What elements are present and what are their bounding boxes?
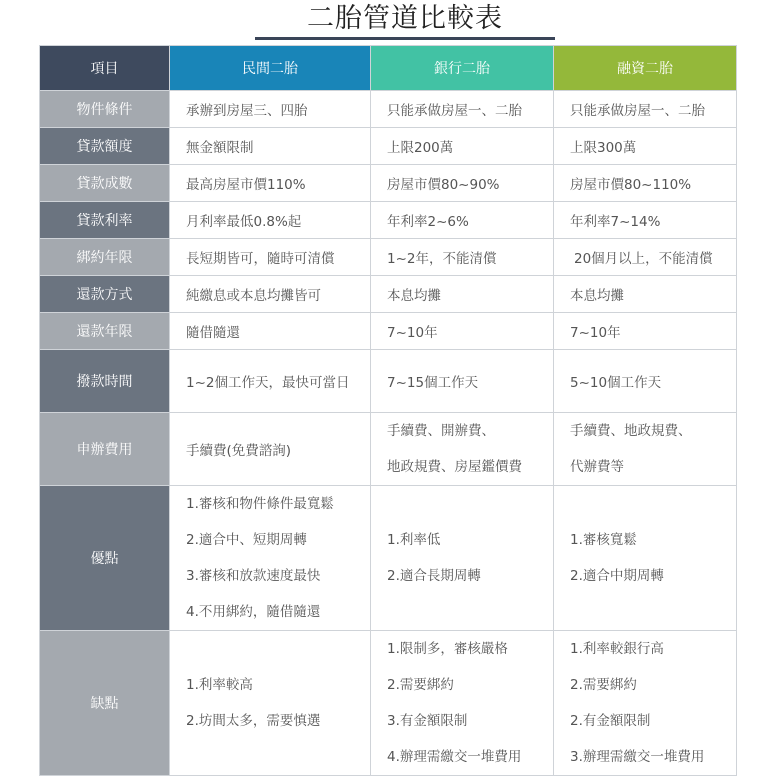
cell-line: 代辦費等 bbox=[570, 459, 624, 475]
table-cell bbox=[371, 631, 554, 776]
cell-line: 2.適合長期周轉 bbox=[387, 568, 481, 584]
cell-line: 手續費、開辦費、 bbox=[387, 423, 495, 439]
row-label: 綁約年限 bbox=[40, 239, 170, 276]
row-label: 貸款成數 bbox=[40, 165, 170, 202]
row-label: 還款方式 bbox=[40, 276, 170, 313]
cell-line: 2.適合中期周轉 bbox=[570, 568, 664, 584]
table-cell bbox=[170, 631, 371, 776]
table-cell: 年利率7~14% bbox=[554, 202, 737, 239]
cell-line: 手續費、地政規費、 bbox=[570, 423, 692, 439]
row-label: 貸款利率 bbox=[40, 202, 170, 239]
cell-line: 1.審核寬鬆 bbox=[570, 532, 637, 548]
cell-line: 1.審核和物件條件最寬鬆 bbox=[186, 496, 334, 512]
table-row bbox=[40, 239, 737, 276]
table-cell: 本息均攤 bbox=[371, 276, 554, 313]
cell-line: 2.需要綁約 bbox=[387, 677, 454, 693]
table-cell: 年利率2~6% bbox=[371, 202, 554, 239]
title-area bbox=[0, 0, 775, 44]
cell-line: 1.限制多，審核嚴格 bbox=[387, 641, 508, 657]
header-private: 民間二胎 bbox=[170, 46, 371, 91]
table-cell: 20個月以上，不能清償 bbox=[554, 239, 737, 276]
table-cell: 房屋市價80~90% bbox=[371, 165, 554, 202]
table-row bbox=[40, 165, 737, 202]
row-label: 申辦費用 bbox=[40, 413, 170, 486]
cell-line: 3.審核和放款速度最快 bbox=[186, 568, 321, 584]
cell-line: 2.坊間太多，需要慎選 bbox=[186, 713, 321, 729]
table-cell: 1~2年，不能清償 bbox=[371, 239, 554, 276]
table-row bbox=[40, 276, 737, 313]
table-cell bbox=[170, 486, 371, 631]
row-label: 優點 bbox=[40, 486, 170, 631]
table-cell: 隨借隨還 bbox=[170, 313, 371, 350]
header-row bbox=[40, 46, 737, 91]
table-row bbox=[40, 313, 737, 350]
table-cell: 長短期皆可，隨時可清償 bbox=[170, 239, 371, 276]
table-cell: 月利率最低0.8%起 bbox=[170, 202, 371, 239]
table-cell: 上限200萬 bbox=[371, 128, 554, 165]
cell-line: 4.不用綁約，隨借隨還 bbox=[186, 604, 321, 620]
table-cell: 最高房屋市價110% bbox=[170, 165, 371, 202]
table-cell: 只能承做房屋一、二胎 bbox=[371, 91, 554, 128]
table-cell bbox=[554, 486, 737, 631]
table-cell: 5~10個工作天 bbox=[554, 350, 737, 413]
table-cell bbox=[554, 413, 737, 486]
table-row bbox=[40, 486, 737, 631]
title-underline bbox=[255, 37, 555, 40]
cell-line: 1.利率低 bbox=[387, 532, 441, 548]
table-cell: 7~10年 bbox=[554, 313, 737, 350]
table-cell: 7~15個工作天 bbox=[371, 350, 554, 413]
row-label: 還款年限 bbox=[40, 313, 170, 350]
header-finance: 融資二胎 bbox=[554, 46, 737, 91]
table-row bbox=[40, 202, 737, 239]
table-cell bbox=[371, 413, 554, 486]
table-cell: 無金額限制 bbox=[170, 128, 371, 165]
table-cell: 純繳息或本息均攤皆可 bbox=[170, 276, 371, 313]
cell-line: 1.利率較銀行高 bbox=[570, 641, 664, 657]
table-row bbox=[40, 350, 737, 413]
table-body bbox=[40, 91, 737, 776]
cell-line: 3.有金額限制 bbox=[387, 713, 468, 729]
table-row bbox=[40, 128, 737, 165]
cell-line: 2.有金額限制 bbox=[570, 713, 651, 729]
table-cell: 承辦到房屋三、四胎 bbox=[170, 91, 371, 128]
comparison-table bbox=[39, 45, 737, 776]
cell-line: 1.利率較高 bbox=[186, 677, 253, 693]
table-row bbox=[40, 413, 737, 486]
table-cell: 房屋市價80~110% bbox=[554, 165, 737, 202]
table-row bbox=[40, 91, 737, 128]
table-cell bbox=[554, 631, 737, 776]
row-label: 物件條件 bbox=[40, 91, 170, 128]
cell-line: 2.適合中、短期周轉 bbox=[186, 532, 307, 548]
cell-line: 地政規費、房屋鑑價費 bbox=[387, 459, 522, 475]
table-cell bbox=[371, 486, 554, 631]
table-cell: 只能承做房屋一、二胎 bbox=[554, 91, 737, 128]
header-item: 項目 bbox=[40, 46, 170, 91]
row-label: 撥款時間 bbox=[40, 350, 170, 413]
table-cell: 手續費(免費諮詢) bbox=[170, 413, 371, 486]
cell-line: 3.辦理需繳交一堆費用 bbox=[570, 749, 705, 765]
table-cell: 上限300萬 bbox=[554, 128, 737, 165]
table-cell: 1~2個工作天，最快可當日 bbox=[170, 350, 371, 413]
table-cell: 7~10年 bbox=[371, 313, 554, 350]
cell-line: 4.辦理需繳交一堆費用 bbox=[387, 749, 522, 765]
table-row bbox=[40, 631, 737, 776]
row-label: 缺點 bbox=[40, 631, 170, 776]
table-cell: 本息均攤 bbox=[554, 276, 737, 313]
header-bank: 銀行二胎 bbox=[371, 46, 554, 91]
cell-line: 2.需要綁約 bbox=[570, 677, 637, 693]
page-title: 二胎管道比較表 bbox=[307, 3, 503, 34]
row-label: 貸款額度 bbox=[40, 128, 170, 165]
